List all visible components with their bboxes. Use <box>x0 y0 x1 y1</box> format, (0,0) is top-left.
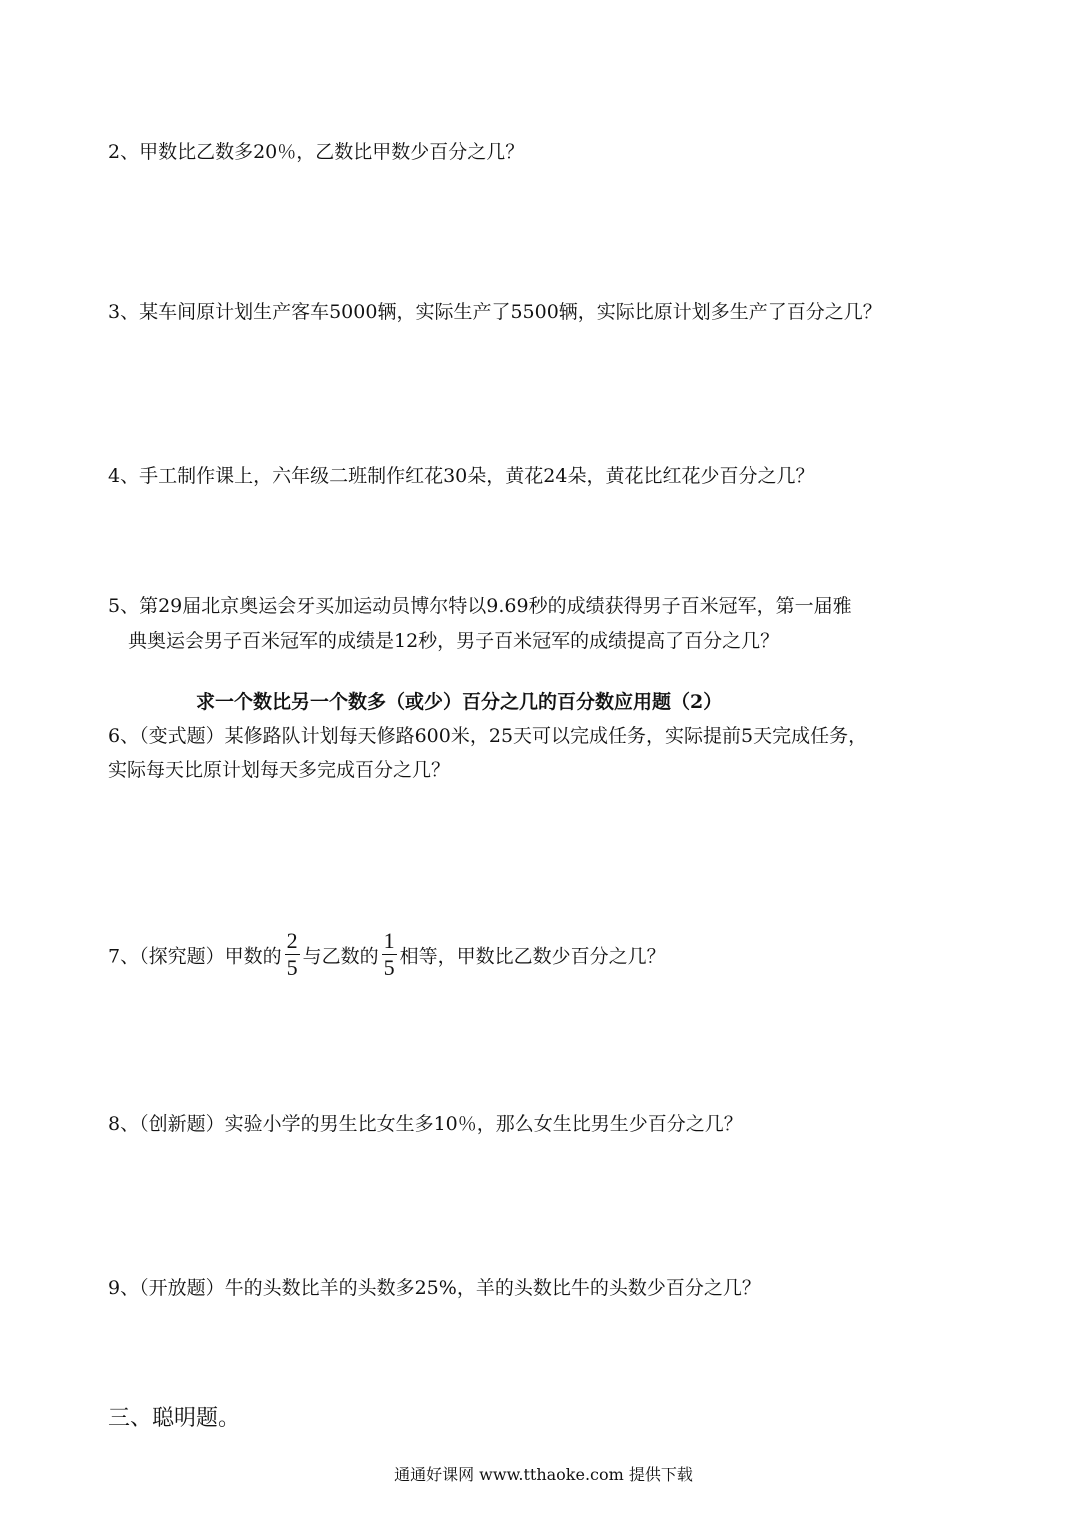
question-7 <box>108 928 666 983</box>
fraction-numerator: 1 <box>383 928 395 953</box>
question-3: 3、某车间原计划生产客车5000辆，实际生产了5500辆，实际比原计划多生产了百分之几？ <box>108 301 882 323</box>
page-footer: 通通好课网 www.tthaoke.com 提供下载 <box>394 1465 693 1484</box>
question-6-line-2: 实际每天比原计划每天多完成百分之几？ <box>108 759 451 781</box>
fraction-denominator: 5 <box>286 955 298 980</box>
question-7-text-c: 相等，甲数比乙数少百分之几？ <box>399 945 666 968</box>
fraction-numerator: 2 <box>286 928 298 953</box>
question-2: 2、甲数比乙数多20％，乙数比甲数少百分之几？ <box>108 141 525 163</box>
question-6-line-1: 6、（变式题）某修路队计划每天修路600米，25天可以完成任务，实际提前5天完成任务， <box>108 725 868 747</box>
question-9: 9、（开放题）牛的头数比羊的头数多25%，羊的头数比牛的头数少百分之几？ <box>108 1277 761 1299</box>
fraction-two-fifths <box>285 929 300 980</box>
question-7-text-b: 与乙数的 <box>302 945 379 968</box>
question-5-line-2: 典奥运会男子百米冠军的成绩是12秒，男子百米冠军的成绩提高了百分之几？ <box>128 630 780 652</box>
question-5-line-1: 5、第29届北京奥运会牙买加运动员博尔特以9.69秒的成绩获得男子百米冠军，第一届雅 <box>108 595 852 617</box>
question-4: 4、手工制作课上，六年级二班制作红花30朵，黄花24朵，黄花比红花少百分之几？ <box>108 465 815 487</box>
question-7-text-a: 7、（探究题）甲数的 <box>108 945 282 968</box>
section-three-title: 三、聪明题。 <box>108 1406 241 1431</box>
question-8: 8、（创新题）实验小学的男生比女生多10％，那么女生比男生少百分之几？ <box>108 1113 743 1135</box>
fraction-one-fifth <box>382 929 397 980</box>
fraction-denominator: 5 <box>383 955 395 980</box>
section-heading: 求一个数比另一个数多（或少）百分之几的百分数应用题（2） <box>196 691 723 713</box>
